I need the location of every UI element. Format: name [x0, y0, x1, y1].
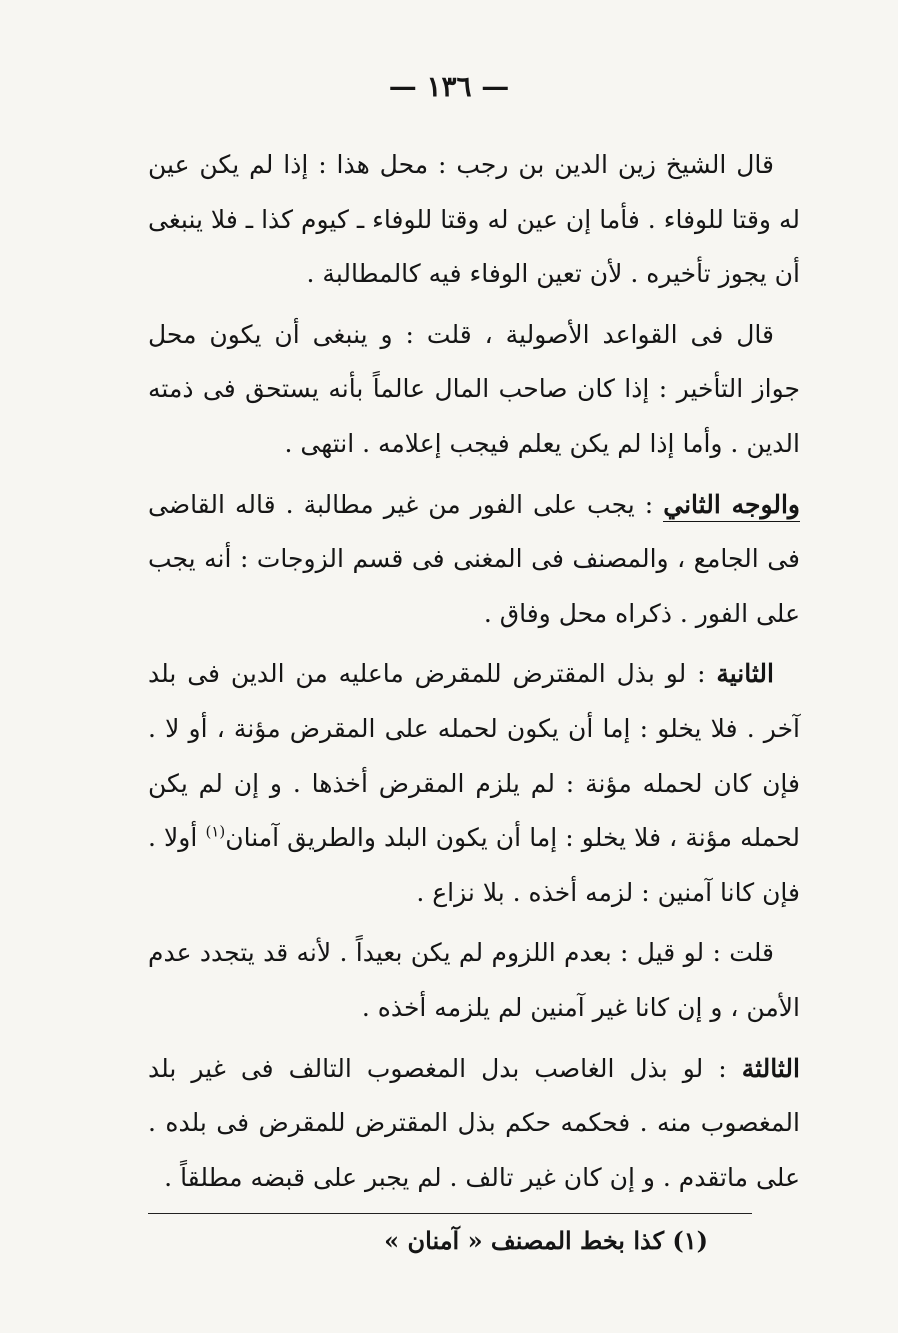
- paragraph-note: [148, 926, 800, 1035]
- paragraph-third-issue: [148, 1042, 800, 1206]
- section-heading-second-issue: الثانية: [716, 659, 774, 689]
- page-number: — ١٣٦ —: [388, 70, 510, 103]
- footnote-reference-marker: (١): [205, 822, 226, 841]
- paragraph-text: قلت : لو قيل : بعدم اللزوم لم يكن بعيداً . لأنه قد يتجدد عدم الأمن ، و إن كانا غير آمنين لم يلزمه أخذه .: [148, 938, 800, 1022]
- paragraph-text: : لو بذل الغاصب بدل المغصوب التالف فى غير بلد المغصوب منه . فحكمه حكم بذل المقترض للمقرض فى بلده . على ماتقدم . و إن كان غير تالف . لم يجبر على قبضه مطلقاً .: [148, 1053, 800, 1192]
- paragraph-text: : يجب على الفور من غير مطالبة . قاله القاضى فى الجامع ، والمصنف فى المغنى فى قسم الزوجات : أنه يجب على الفور . ذكراه محل وفاق .: [148, 489, 800, 628]
- paragraph-usul-rules: [148, 308, 800, 472]
- body-text: [148, 138, 800, 1211]
- section-heading-second-view: والوجه الثاني: [663, 490, 800, 522]
- paragraph-text: قال الشيخ زين الدين بن رجب : محل هذا : إذا لم يكن عين له وقتا للوفاء . فأما إن عين له وقتا للوفاء ـ كيوم كذا ـ فلا ينبغى أن يجوز تأخيره . لأن تعين الوفاء فيه كالمطالبة .: [148, 150, 800, 289]
- paragraph-text: أولا . فإن كانا آمنين : لزمه أخذه . بلا نزاع .: [148, 823, 800, 907]
- footnote-divider: [148, 1213, 752, 1214]
- paragraph-text: : لو بذل المقترض للمقرض ماعليه من الدين فى بلد آخر . فلا يخلو : إما أن يكون لحمله على المقرض مؤنة ، أو لا . فإن كان لحمله مؤنة : لم يلزم المقرض أخذها . و إن لم يكن لحمله مؤنة ، فلا يخلو : إما أن يكون البلد والطريق آمنان: [148, 659, 800, 853]
- paragraph-ibn-rajab: [148, 138, 800, 302]
- paragraph-second-view: [148, 478, 800, 642]
- paragraph-text: قال فى القواعد الأصولية ، قلت : و ينبغى أن يكون محل جواز التأخير : إذا كان صاحب المال عالماً بأنه يستحق فى ذمته الدين . وأما إذا لم يكن يعلم فيجب إعلامه . انتهى .: [148, 319, 800, 458]
- section-heading-third-issue: الثالثة: [741, 1053, 800, 1083]
- paragraph-second-issue: [148, 647, 800, 920]
- footnote: (١) كذا بخط المصنف « آمنان »: [384, 1226, 708, 1255]
